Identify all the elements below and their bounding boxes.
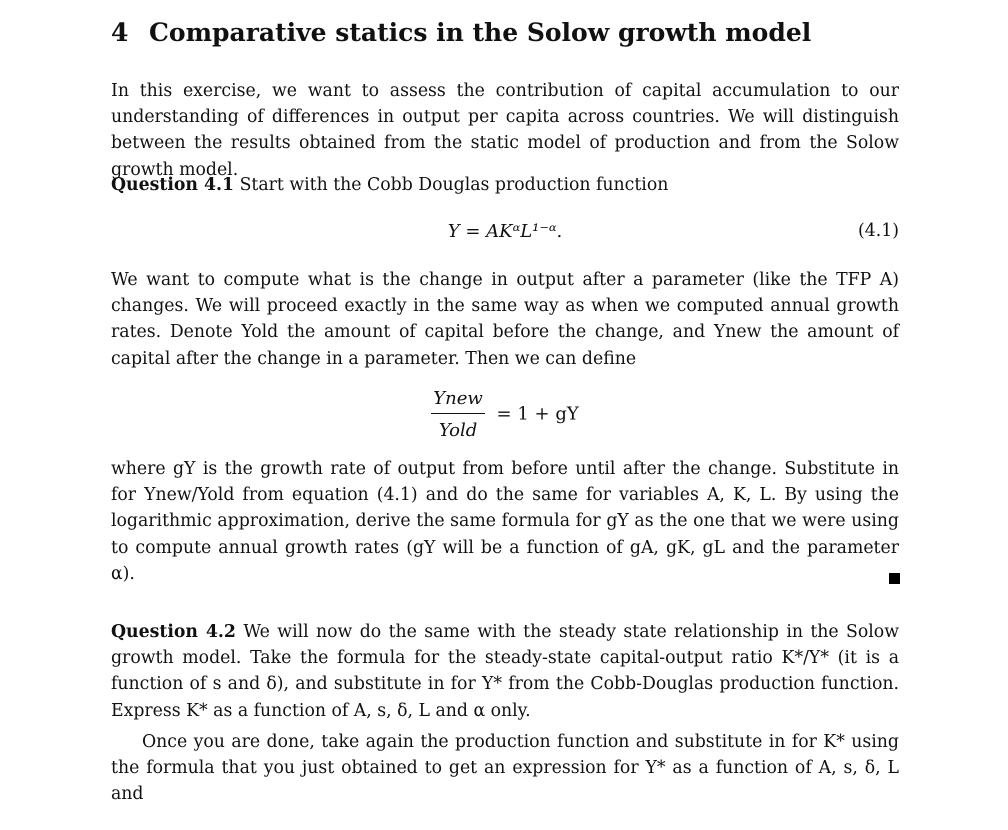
section-title: Comparative statics in the Solow growth model (149, 18, 812, 47)
equation-4-1 (111, 221, 899, 242)
equation-4-1-body: Y = AKᵅL¹⁻ᵅ. (447, 221, 563, 242)
growth-rate-equation (111, 388, 899, 441)
section-number: 4 (111, 18, 129, 47)
fraction-denominator: Yold (438, 420, 478, 441)
growth-rate-rhs: = 1 + gY (496, 403, 579, 425)
question-4-1-text: Start with the Cobb Douglas production function (239, 175, 669, 195)
question-4-1-paragraph-2: where gY is the growth rate of output from before until after the change. Substitute in for Ynew/Yold from equation (4.1) and do the same for variables A, K, L. By using the logarithmic approximation, derive the same formula for gY as the one that we were using to compute annual growth rates (gY will be a function of gA, gK, gL and the parameter α). (111, 459, 899, 584)
question-4-2-text: We will now do the same with the steady state relationship in the Solow growth model. Take the formula for the steady-state capital-output ratio K*/Y* (it is a function of s and δ), and substitute in for Y* from the Cobb-Douglas production function. Express K* as a function of A, s, δ, L and α only. (111, 622, 899, 721)
question-4-2-label: Question 4.2 (111, 622, 236, 642)
fraction-bar (431, 413, 485, 414)
output-ratio-fraction (431, 388, 485, 441)
question-4-1-intro (111, 172, 899, 198)
fraction-numerator: Ynew (433, 388, 483, 409)
section-heading (111, 18, 811, 47)
equation-4-1-number: (4.1) (858, 221, 899, 241)
qed-square-icon (889, 573, 900, 584)
question-4-2-paragraph-2: Once you are done, take again the production function and substitute in for K* using the formula that you just obtained to get an expression for Y* as a function of A, s, δ, L and (111, 732, 899, 805)
intro-paragraph: In this exercise, we want to assess the contribution of capital accumulation to our understanding of differences in output per capita across countries. We will distinguish between the results obtained from the static model of production and from the Solow growth model. (111, 81, 899, 180)
question-4-1-label: Question 4.1 (111, 175, 235, 195)
question-4-2-paragraph-1 (111, 619, 899, 724)
question-4-1-paragraph-1: We want to compute what is the change in output after a parameter (like the TFP A) changes. We will proceed exactly in the same way as when we computed annual growth rates. Denote Yold the amount of capital before the change, and Ynew the amount of capital after the change in a parameter. Then we can define (111, 270, 899, 369)
